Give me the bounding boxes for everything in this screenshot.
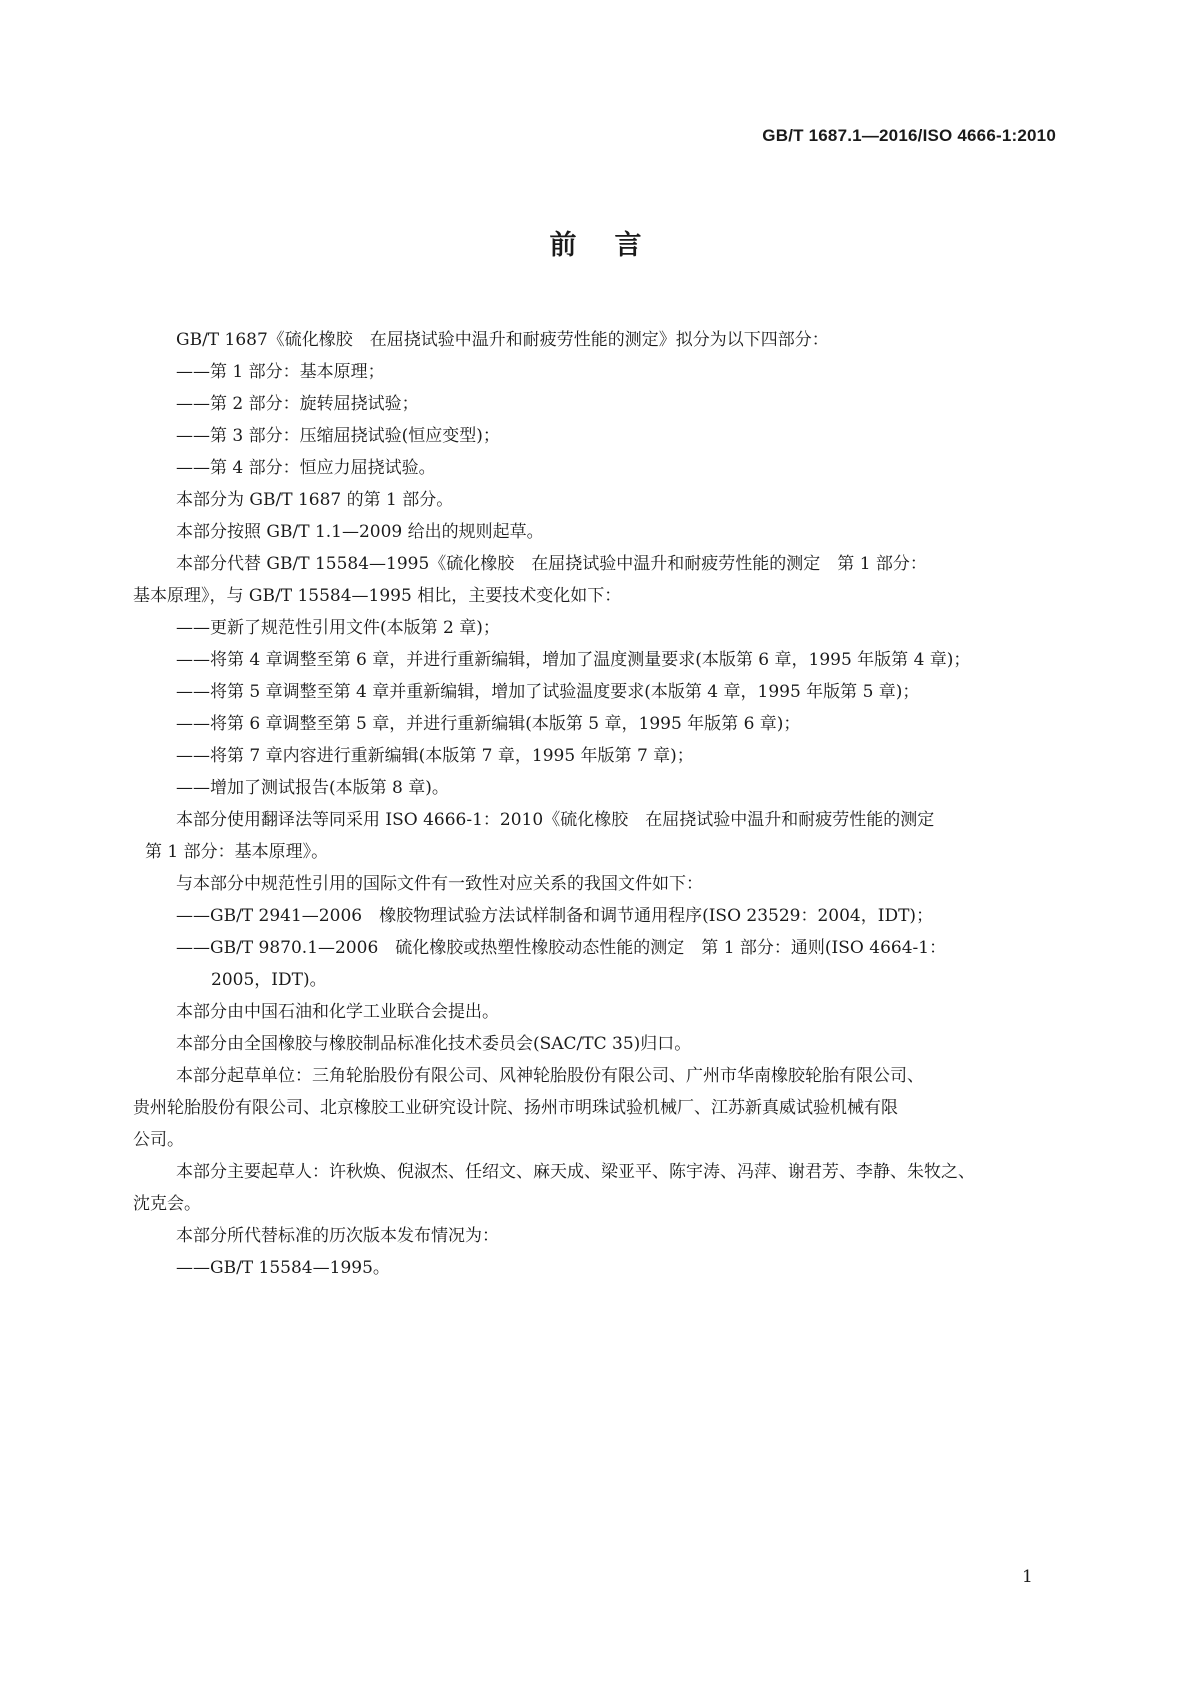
paragraph-line: 本部分由全国橡胶与橡胶制品标准化技术委员会(SAC/TC 35)归口。: [176, 1034, 692, 1054]
standard-code: GB/T 1687.1—2016/ISO 4666-1:2010: [762, 126, 1056, 145]
paragraph-line: 本部分为 GB/T 1687 的第 1 部分。: [176, 490, 454, 510]
paragraph-line: ——第 4 部分：恒应力屈挠试验。: [176, 458, 436, 478]
paragraph-line: ——GB/T 2941—2006 橡胶物理试验方法试样制备和调节通用程序(ISO 23529：2004，IDT)；: [176, 906, 934, 926]
paragraph-line: 贵州轮胎股份有限公司、北京橡胶工业研究设计院、扬州市明珠试验机械厂、江苏新真威试验机械有限: [133, 1098, 898, 1118]
paragraph-line: ——GB/T 9870.1—2006 硫化橡胶或热塑性橡胶动态性能的测定 第 1 部分：通则(ISO 4664-1：: [176, 938, 947, 958]
paragraph-line: 本部分使用翻译法等同采用 ISO 4666-1：2010《硫化橡胶 在屈挠试验中温升和耐疲劳性能的测定: [176, 810, 935, 830]
paragraph-line: ——将第 4 章调整至第 6 章，并进行重新编辑，增加了温度测量要求(本版第 6 章，1995 年版第 4 章)；: [176, 650, 971, 670]
paragraph-line: 基本原理》，与 GB/T 15584—1995 相比，主要技术变化如下：: [133, 586, 622, 606]
paragraph-line: ——增加了测试报告(本版第 8 章)。: [176, 778, 449, 798]
paragraph-line: ——更新了规范性引用文件(本版第 2 章)；: [176, 618, 500, 638]
paragraph-line: 公司。: [133, 1130, 184, 1150]
paragraph-line: ——将第 5 章调整至第 4 章并重新编辑，增加了试验温度要求(本版第 4 章，1995 年版第 5 章)；: [176, 682, 920, 702]
paragraph-line: 本部分主要起草人：许秋焕、倪淑杰、任绍文、麻天成、梁亚平、陈宇涛、冯萍、谢君芳、李静、朱牧之、: [176, 1162, 975, 1182]
paragraph-line: ——GB/T 15584—1995。: [176, 1258, 390, 1278]
paragraph-line: 本部分代替 GB/T 15584—1995《硫化橡胶 在屈挠试验中温升和耐疲劳性能的测定 第 1 部分：: [176, 554, 927, 574]
paragraph-line: 沈克会。: [133, 1194, 201, 1214]
paragraph-line: GB/T 1687《硫化橡胶 在屈挠试验中温升和耐疲劳性能的测定》拟分为以下四部分：: [176, 330, 829, 350]
paragraph-line: 与本部分中规范性引用的国际文件有一致性对应关系的我国文件如下：: [176, 874, 703, 894]
paragraph-line: ——第 3 部分：压缩屈挠试验(恒应变型)；: [176, 426, 500, 446]
paragraph-line: 第 1 部分：基本原理》。: [145, 842, 329, 862]
paragraph-line: ——第 2 部分：旋转屈挠试验；: [176, 394, 419, 414]
paragraph-line: 2005，IDT)。: [211, 970, 327, 990]
paragraph-line: 本部分按照 GB/T 1.1—2009 给出的规则起草。: [176, 522, 544, 542]
paragraph-line: ——将第 6 章调整至第 5 章，并进行重新编辑(本版第 5 章，1995 年版第 6 章)；: [176, 714, 801, 734]
paragraph-line: ——第 1 部分：基本原理；: [176, 362, 385, 382]
page-title: 前言: [549, 230, 680, 261]
paragraph-line: 本部分所代替标准的历次版本发布情况为：: [176, 1226, 499, 1246]
paragraph-line: 本部分起草单位：三角轮胎股份有限公司、风神轮胎股份有限公司、广州市华南橡胶轮胎有限公司、: [176, 1066, 924, 1086]
page-number: 1: [1022, 1567, 1033, 1587]
document-body: [133, 328, 1063, 1288]
paragraph-line: 本部分由中国石油和化学工业联合会提出。: [176, 1002, 499, 1022]
paragraph-line: ——将第 7 章内容进行重新编辑(本版第 7 章，1995 年版第 7 章)；: [176, 746, 694, 766]
